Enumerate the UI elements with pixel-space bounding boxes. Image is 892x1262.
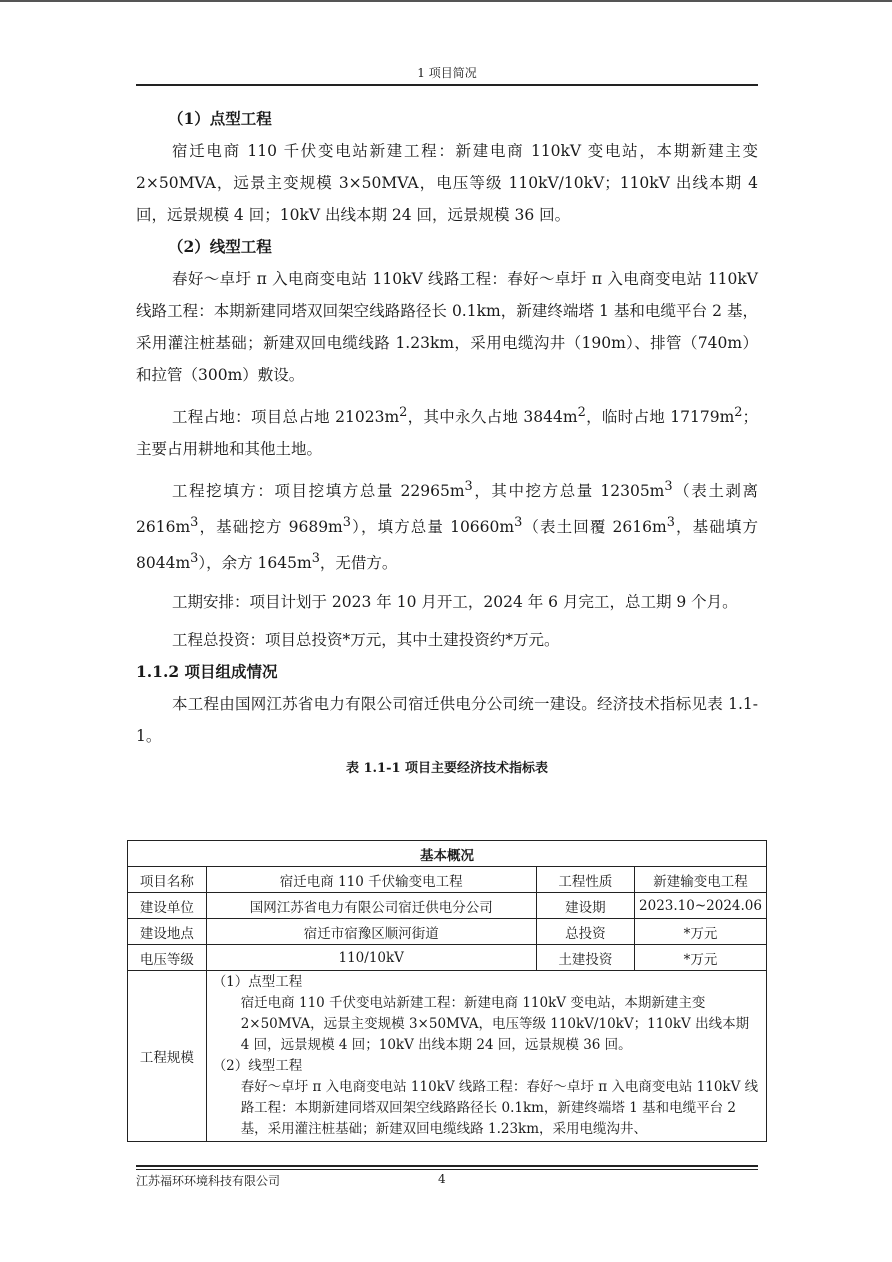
table-value: 宿迁电商 110 千伏输变电工程: [206, 867, 536, 893]
page-body: [136, 103, 758, 782]
subheading-point-project: （1）点型工程: [168, 109, 272, 128]
table-row: [128, 893, 767, 919]
footer-company: 江苏福环环境科技有限公司: [136, 1174, 281, 1188]
table-value: 宿迁市宿豫区顺河街道: [206, 919, 536, 945]
table-row: [128, 971, 767, 1142]
table-heading: 基本概况: [128, 841, 767, 867]
header-rule: [136, 84, 758, 86]
paragraph-investment: 工程总投资：项目总投资*万元，其中土建投资约*万元。: [172, 630, 560, 649]
table-value: *万元: [635, 945, 767, 971]
paragraph-composition: 本工程由国网江苏省电力有限公司宿迁供电分公司统一建设。经济技术指标见表 1.1-1。: [136, 694, 758, 745]
table-label: 项目名称: [128, 867, 207, 893]
table-label: 电压等级: [128, 945, 207, 971]
subheading-line-project: （2）线型工程: [168, 237, 272, 256]
table-value: *万元: [635, 919, 767, 945]
table-label: 建设期: [536, 893, 634, 919]
paragraph-line-project: 春好～卓圩 π 入电商变电站 110kV 线路工程：春好～卓圩 π 入电商变电站 110kV 线路工程：本期新建同塔双回架空线路路径长 0.1km，新建终端塔 1 基和电缆平台 2 基，采用灌注桩基础；新建双回电缆线路 1.23km，采用电缆沟井（190m）、排管（740m）和拉管（300m）敷设。: [136, 270, 758, 384]
table-label: 总投资: [536, 919, 634, 945]
table-value: 新建输变电工程: [635, 867, 767, 893]
scale-line: （2）线型工程: [212, 1058, 303, 1074]
table-label: 工程性质: [536, 867, 634, 893]
paragraph-land-use: 工程占地：项目总占地 $21023m^2$，其中永久占地 $3844m^2$，临时占地 $17179m^2$；主要占用耕地和其他土地。: [136, 405, 759, 459]
paragraph-point-project: 宿迁电商 110 千伏变电站新建工程：新建电商 110kV 变电站，本期新建主变 2×50MVA，远景主变规模 3×50MVA，电压等级 110kV/10kV；110kV 出线本期 4 回，远景规模 4 回；10kV 出线本期 24 回，远景规模 36 回。: [136, 142, 758, 224]
section-heading: 1.1.2 项目组成情况: [136, 661, 278, 681]
running-header: 1 项目简况: [417, 66, 477, 80]
table-label: 工程规模: [128, 971, 207, 1142]
page-top-border: [0, 0, 892, 2]
table-caption: 表 1.1-1 项目主要经济技术指标表: [345, 760, 549, 776]
table-value: 2023.10~2024.06: [635, 893, 767, 919]
scale-line: 春好～卓圩 π 入电商变电站 110kV 线路工程：春好～卓圩 π 入电商变电站 110kV 线路工程：本期新建同塔双回架空线路路径长 0.1km，新建终端塔 1 基和电缆平台 2 基，采用灌注桩基础；新建双回电缆线路 1.23km，采用电缆沟井、: [240, 1079, 759, 1137]
scale-line: （1）点型工程: [212, 974, 303, 990]
table-value: 110/10kV: [206, 945, 536, 971]
page-number: 4: [438, 1172, 446, 1186]
table-scale-content: [206, 971, 766, 1142]
table-row: [128, 841, 767, 867]
footer-rule-thin: [136, 1169, 758, 1170]
table-label: 土建投资: [536, 945, 634, 971]
indicator-table: [127, 840, 767, 1142]
table-row: [128, 867, 767, 893]
table-row: [128, 919, 767, 945]
table-row: [128, 945, 767, 971]
table-label: 建设单位: [128, 893, 207, 919]
table-label: 建设地点: [128, 919, 207, 945]
footer-rule: [136, 1165, 758, 1167]
scale-line: 宿迁电商 110 千伏变电站新建工程：新建电商 110kV 变电站，本期新建主变 2×50MVA，远景主变规模 3×50MVA，电压等级 110kV/10kV；110kV 出线本期 4 回，远景规模 4 回；10kV 出线本期 24 回，远景规模 36 回。: [240, 995, 750, 1053]
table-value: 国网江苏省电力有限公司宿迁供电分公司: [206, 893, 536, 919]
paragraph-earthwork: 工程挖填方：项目挖填方总量 $22965m^3$，其中挖方总量 $12305m^3$（表土剥离 $2616m^3$，基础挖方 $9689m^3$），填方总量 $10660m^3$（表土回覆 $2616m^3$，基础填方 $8044m^3$），余方 $1645m^3$，无借方。: [136, 479, 758, 573]
paragraph-schedule: 工期安排：项目计划于 2023 年 10 月开工，2024 年 6 月完工，总工期 9 个月。: [172, 592, 738, 611]
